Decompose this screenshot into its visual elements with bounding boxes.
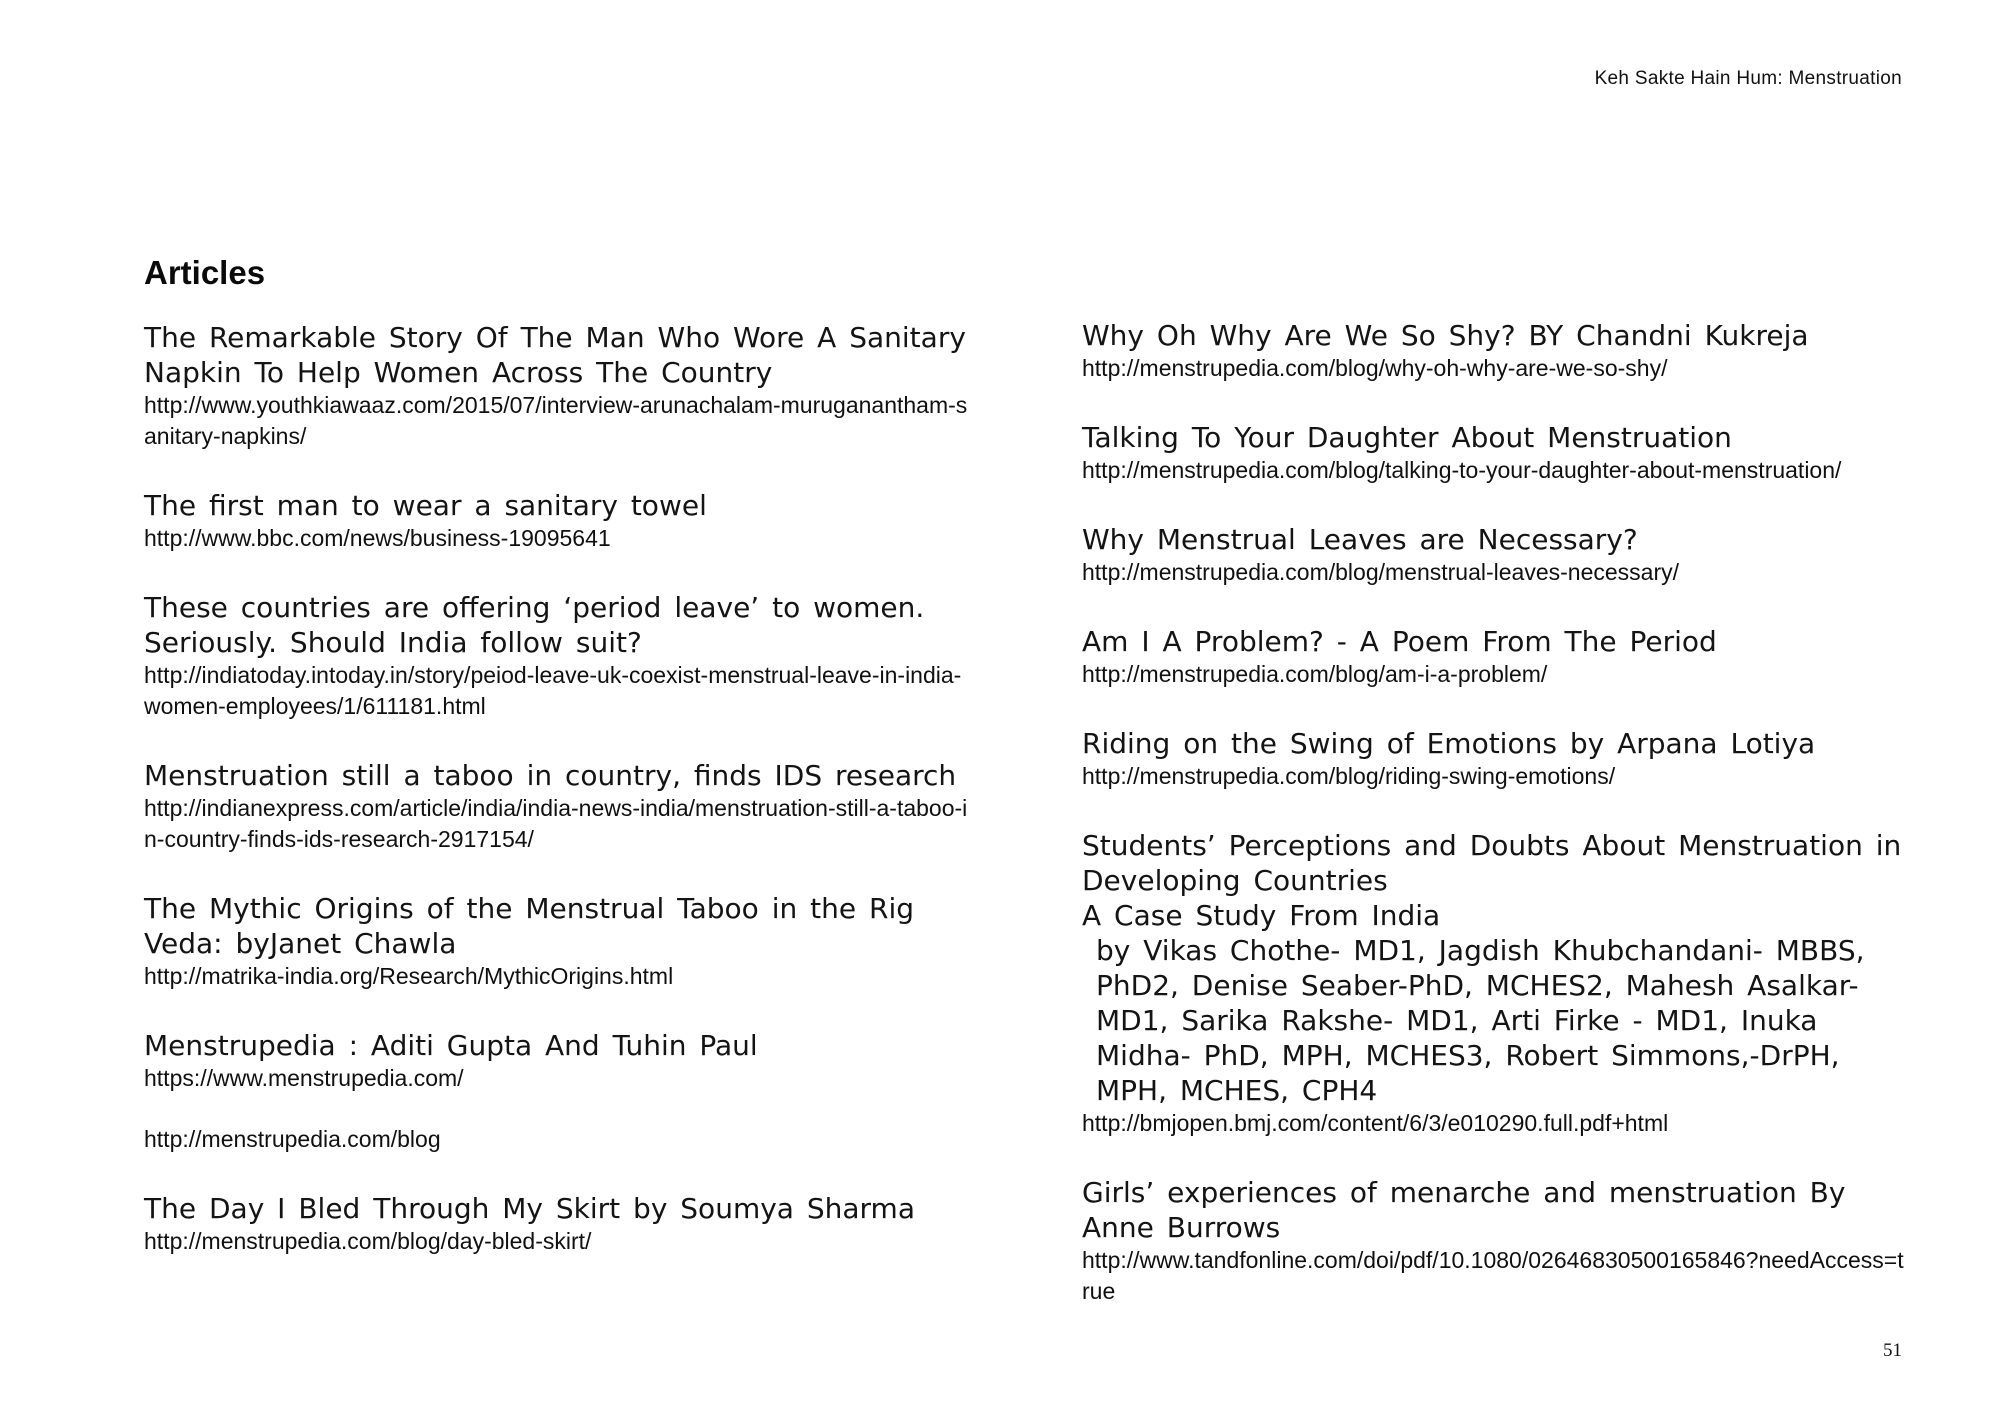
article-title: The Remarkable Story Of The Man Who Wore A Sanitary Napkin To Help Women Across The Country xyxy=(144,321,966,389)
article-authors: by Vikas Chothe- MD1, Jagdish Khubchandani- MBBS, PhD2, Denise Seaber-PhD, MCHES2, Mahesh Asalkar- MD1, Sarika Rakshe- MD1, Arti Firke - MD1, Inuka Midha- PhD, MPH, MCHES3, Robert Simmons,-DrPH, MPH, MCHES, CPH4 xyxy=(1096,934,1865,1107)
article-entry xyxy=(1082,828,1908,1139)
article-title: Menstruation still a taboo in country, finds IDS research xyxy=(144,759,957,792)
article-link[interactable]: http://menstrupedia.com/blog/talking-to-your-daughter-about-menstruation/ xyxy=(1082,457,1842,483)
article-entry xyxy=(144,891,970,992)
article-entry xyxy=(1082,624,1908,690)
article-link[interactable]: http://menstrupedia.com/blog/menstrual-leaves-necessary/ xyxy=(1082,559,1680,585)
article-subtitle: A Case Study From India xyxy=(1082,899,1441,932)
article-title: The Mythic Origins of the Menstrual Taboo in the Rig Veda: byJanet Chawla xyxy=(144,892,915,960)
article-entry xyxy=(144,320,970,452)
article-link[interactable]: http://www.bbc.com/news/business-19095641 xyxy=(144,525,611,551)
running-header: Keh Sakte Hain Hum: Menstruation xyxy=(1594,68,1902,89)
article-title: Am I A Problem? - A Poem From The Period xyxy=(1082,625,1717,658)
article-link[interactable]: http://bmjopen.bmj.com/content/6/3/e010290.full.pdf+html xyxy=(1082,1110,1669,1136)
article-title: Talking To Your Daughter About Menstruation xyxy=(1082,421,1732,454)
page-number: 51 xyxy=(1883,1340,1902,1361)
article-entry xyxy=(1082,1175,1908,1307)
article-entry xyxy=(1082,522,1908,588)
article-entry xyxy=(144,590,970,722)
article-entry xyxy=(144,488,970,554)
article-title: Girls’ experiences of menarche and menstruation By Anne Burrows xyxy=(1082,1176,1846,1244)
article-entry xyxy=(1082,318,1908,384)
left-article-column xyxy=(144,320,970,1293)
article-link[interactable]: http://menstrupedia.com/blog/why-oh-why-are-we-so-shy/ xyxy=(1082,355,1668,381)
right-article-column xyxy=(1082,318,1908,1343)
article-link[interactable]: http://indianexpress.com/article/india/india-news-india/menstruation-still-a-taboo-in-country-finds-ids-research-2917154/ xyxy=(144,795,968,852)
article-link[interactable]: http://indiatoday.intoday.in/story/peiod-leave-uk-coexist-menstrual-leave-in-india-women-employees/1/611181.html xyxy=(144,662,962,719)
article-link[interactable]: http://www.tandfonline.com/doi/pdf/10.1080/02646830500165846?needAccess=true xyxy=(1082,1247,1904,1304)
article-link[interactable]: http://matrika-india.org/Research/MythicOrigins.html xyxy=(144,963,674,989)
article-title: Menstrupedia : Aditi Gupta And Tuhin Paul xyxy=(144,1029,758,1062)
article-entry xyxy=(144,1028,970,1155)
article-link[interactable]: http://menstrupedia.com/blog/day-bled-skirt/ xyxy=(144,1228,592,1254)
article-entry xyxy=(144,758,970,855)
article-entry xyxy=(1082,726,1908,792)
article-title: Riding on the Swing of Emotions by Arpana Lotiya xyxy=(1082,727,1816,760)
article-link[interactable]: https://www.menstrupedia.com/ xyxy=(144,1065,464,1091)
article-entry xyxy=(1082,420,1908,486)
article-title: Students’ Perceptions and Doubts About Menstruation in Developing Countries xyxy=(1082,829,1902,897)
article-title: These countries are offering ‘period leave’ to women. Seriously. Should India follow suit? xyxy=(144,591,925,659)
article-link-secondary[interactable]: http://menstrupedia.com/blog xyxy=(144,1126,441,1152)
article-link[interactable]: http://menstrupedia.com/blog/am-i-a-problem/ xyxy=(1082,661,1548,687)
section-heading: Articles xyxy=(144,254,266,291)
article-title: The Day I Bled Through My Skirt by Soumya Sharma xyxy=(144,1192,915,1225)
article-link[interactable]: http://www.youthkiawaaz.com/2015/07/interview-arunachalam-muruganantham-sanitary-napkins/ xyxy=(144,392,968,449)
article-entry xyxy=(144,1191,970,1257)
article-link[interactable]: http://menstrupedia.com/blog/riding-swing-emotions/ xyxy=(1082,763,1616,789)
article-title: Why Menstrual Leaves are Necessary? xyxy=(1082,523,1638,556)
article-title: Why Oh Why Are We So Shy? BY Chandni Kukreja xyxy=(1082,319,1809,352)
article-title: The first man to wear a sanitary towel xyxy=(144,489,707,522)
